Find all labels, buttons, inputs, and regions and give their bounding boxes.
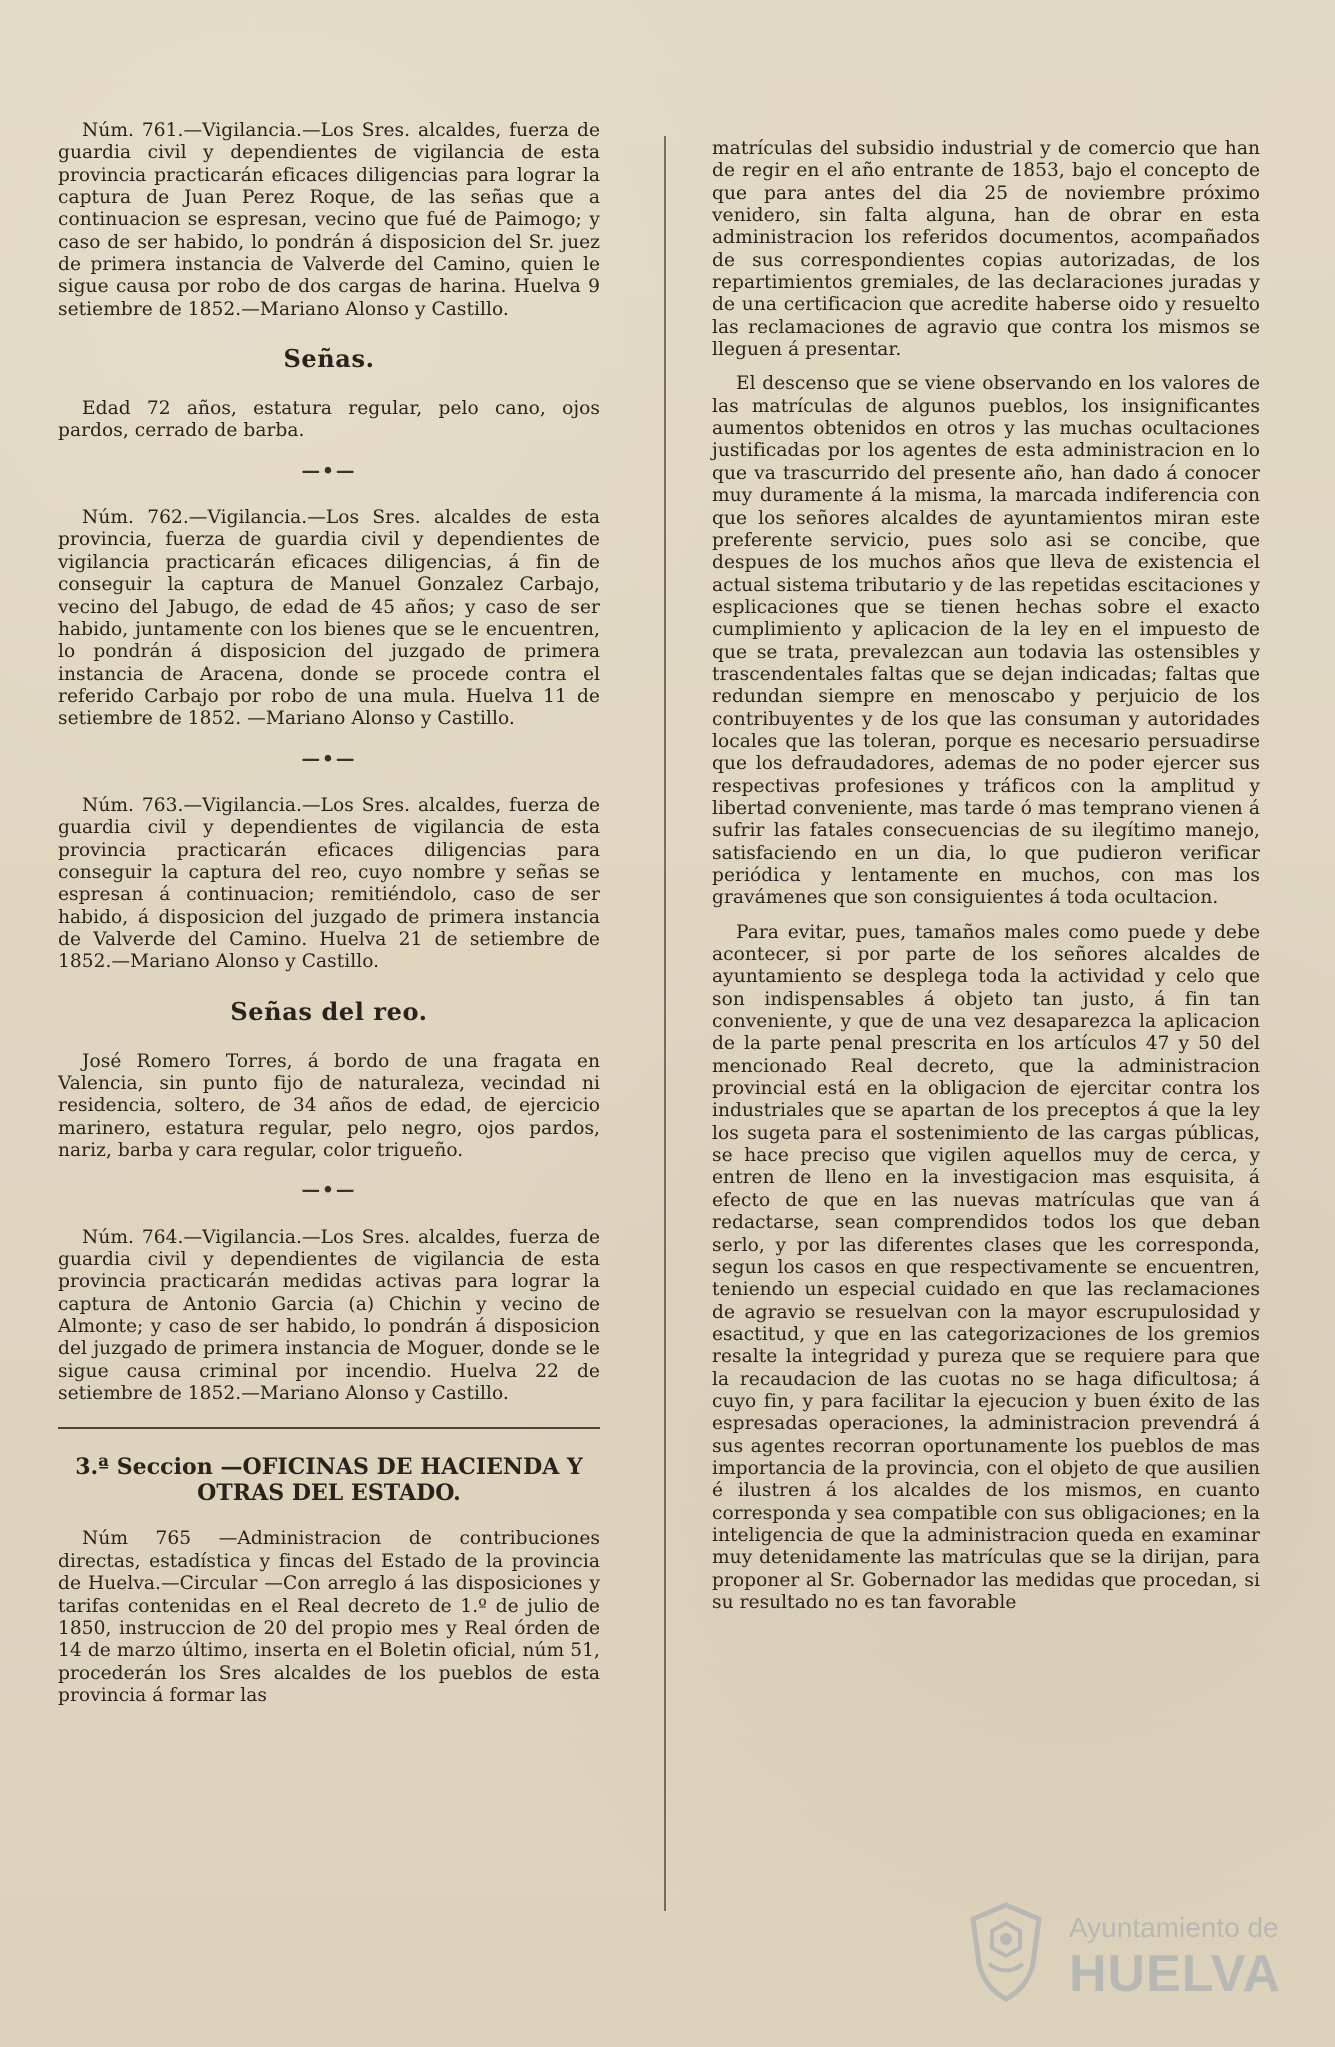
right-paragraph-1: matrículas del subsidio industrial y de comercio que han de regir en el año entrante de 1853, bajo el concepto de que para antes del dia 25 de noviembre próximo venidero, sin falta alguna, han de obrar en esta administracion los referidos documentos, acompañados de sus correspondientes copias autorizadas, de los repartimientos gremiales, de las declaraciones juradas y de una certificacion que acredite haberse oido y resuelto las reclamaciones de agravio que contra los mismos se lleguen á presentar. [712, 138, 1260, 361]
entry-765: Núm 765 —Administracion de contribuciones directas, estadística y fincas del Estado de la provincia de Huelva.—Circular —Con arreglo á las disposiciones y tarifas contenidas en el Real decreto de 1.º de julio de 1850, instruccion de 20 del propio mes y Real órden de 14 de marzo último, inserta en el Boletin oficial, núm 51, procederán los Sres alcaldes de los pueblos de esta provincia á formar las [58, 1528, 600, 1706]
left-column [58, 120, 600, 1719]
signs-761-heading: Señas. [283, 344, 375, 374]
separator-rule-1: —•— [301, 460, 357, 482]
signs-761-text: Edad 72 años, estatura regular, pelo cano, ojos pardos, cerrado de barba. [58, 398, 600, 442]
entry-761: Núm. 761.—Vigilancia.—Los Sres. alcaldes, fuerza de guardia civil y dependientes de vigilancia de esta provincia practicarán eficaces diligencias para lograr la captura de Juan Perez Roque, de las señas que a continuacion se espresan, vecino que fué de Paimogo; y caso de ser habido, lo pondrán á disposicion del Sr. juez de primera instancia de Valverde del Camino, quien le sigue causa por robo de dos cargas de harina. Huelva 9 setiembre de 1852.—Mariano Alonso y Castillo. [58, 120, 600, 320]
watermark-top-text: Ayuntamiento de [1069, 1912, 1279, 1943]
signs-763-heading: Señas del reo. [230, 996, 428, 1026]
section-divider-line [58, 1427, 600, 1429]
signs-763-text: José Romero Torres, á bordo de una fragata en Valencia, sin punto fijo de naturaleza, vecindad ni residencia, soltero, de 34 años de edad, de ejercicio marinero, estatura regular, pelo negro, ojos pardos, nariz, barba y cara regular, color trigueño. [58, 1050, 600, 1162]
right-paragraph-3: Para evitar, pues, tamaños males como puede y debe acontecer, si por parte de los señores alcaldes de ayuntamiento se desplega toda la actividad y celo que son indispensables á objeto tan justo, á fin tan conveniente, y que de una vez desaparezca la aplicacion de la parte penal prescrita en los artículos 47 y 50 del mencionado Real decreto, que la administracion provincial está en la obligacion de ejercitar contra los industriales que se apartan de los preceptos á que la ley los sugeta para el sostenimiento de las cargas públicas, se hace preciso que vigilen aquellos muy de cerca, y entren de lleno en la investigacion mas esquisita, á efecto de que en las nuevas matrículas que van á redactarse, sean comprendidos todos los que deban serlo, y por las diferentes clases que les corresponda, segun los casos en que respectivamente se encuentren, teniendo un especial cuidado en que las reclamaciones de agravio se resuelvan con la mayor escrupulosidad y esactitud, y que en las categorizaciones de los gremios resalte la integridad y pureza que se requiere para que la recaudacion de las cuotas no se haga dificultosa; á cuyo fin, y para facilitar la ejecucion y buen éxito de las espresadas operaciones, la administracion prevendrá á sus agentes recorran oportunamente los pueblos de mas importancia de la provincia, con el objeto de que ausilien é ilustren á los alcaldes de los mismos, en cuanto corresponda y sea compatible con sus obligaciones; en la inteligencia de que la administracion queda en examinar muy detenidamente las matrículas que se la dirijan, para proponer al Sr. Gobernador las medidas que procedan, si su resultado no es tan favorable [712, 921, 1260, 1613]
entry-763: Núm. 763.—Vigilancia.—Los Sres. alcaldes, fuerza de guardia civil y dependientes de vigilancia de esta provincia practicarán eficaces diligencias para conseguir la captura del reo, cuyo nombre y señas se espresan á continuacion; remitiéndolo, caso de ser habido, á disposicion del juzgado de primera instancia de Valverde del Camino. Huelva 21 de setiembre de 1852.—Mariano Alonso y Castillo. [58, 794, 600, 973]
watermark [951, 1889, 1291, 2029]
entry-762: Núm. 762.—Vigilancia.—Los Sres. alcaldes de esta provincia, fuerza de guardia civil y dependientes de vigilancia practicarán eficaces diligencias, á fin de conseguir la captura de Manuel Gonzalez Carbajo, vecino del Jabugo, de edad de 45 años; y caso de ser habido, juntamente con los bienes que se le encuentren, lo pondrán á disposicion del juzgado de primera instancia de Aracena, donde se procede contra el referido Carbajo por robo de una mula. Huelva 11 de setiembre de 1852. —Mariano Alonso y Castillo. [58, 507, 600, 730]
section-title: 3.ª Seccion —OFICINAS DE HACIENDA Y OTRAS DEL ESTADO. [75, 1454, 583, 1507]
municipal-emblem-icon [951, 1897, 1061, 2007]
right-paragraph-2: El descenso que se viene observando en los valores de las matrículas de algunos pueblos, los insignificantes aumentos obtenidos en otros y las muchas ocultaciones justificadas por los agentes de esta administracion en lo que va trascurrido del presente año, han dado á conocer muy duramente á la misma, la marcada indiferencia con que los señores alcaldes de ayuntamientos miran este preferente servicio, pues solo asi se concibe, que despues de los muchos años que lleva de existencia el actual sistema tributario y de las repetidas escitaciones y esplicaciones que se tienen hechas sobre el exacto cumplimiento y aplicacion de la ley en el impuesto de que se trata, prevalezcan aun todavia las ostensibles y trascendentales faltas que se dejan indicadas; faltas que redundan siempre en menoscabo y perjuicio de los contribuyentes y de los que las consuman y autoridades locales que las toleran, porque es necesario persuadirse que los defraudadores, ademas de no poder ejercer sus respectivas profesiones y tráficos con la amplitud y libertad conveniente, mas tarde ó mas temprano vienen á sufrir las fatales consecuencias de su ilegítimo manejo, satisfaciendo en un dia, lo que pudieron verificar periódica y lentamente en muchos, con mas los gravámenes que son consiguientes á toda ocultacion. [712, 373, 1260, 909]
right-column [712, 138, 1260, 1626]
entry-764: Núm. 764.—Vigilancia.—Los Sres. alcaldes, fuerza de guardia civil y dependientes de vigilancia de esta provincia practicarán medidas activas para lograr la captura de Antonio Garcia (a) Chichin y vecino de Almonte; y caso de ser habido, lo pondrán á disposicion del juzgado de primera instancia de Moguer, donde se le sigue causa criminal por incendio. Huelva 22 de setiembre de 1852.—Mariano Alonso y Castillo. [58, 1226, 600, 1405]
column-divider [664, 136, 666, 1911]
separator-rule-2: —•— [301, 748, 357, 770]
watermark-bottom-text: HUELVA [1069, 1945, 1282, 2003]
separator-rule-3: —•— [301, 1180, 357, 1202]
